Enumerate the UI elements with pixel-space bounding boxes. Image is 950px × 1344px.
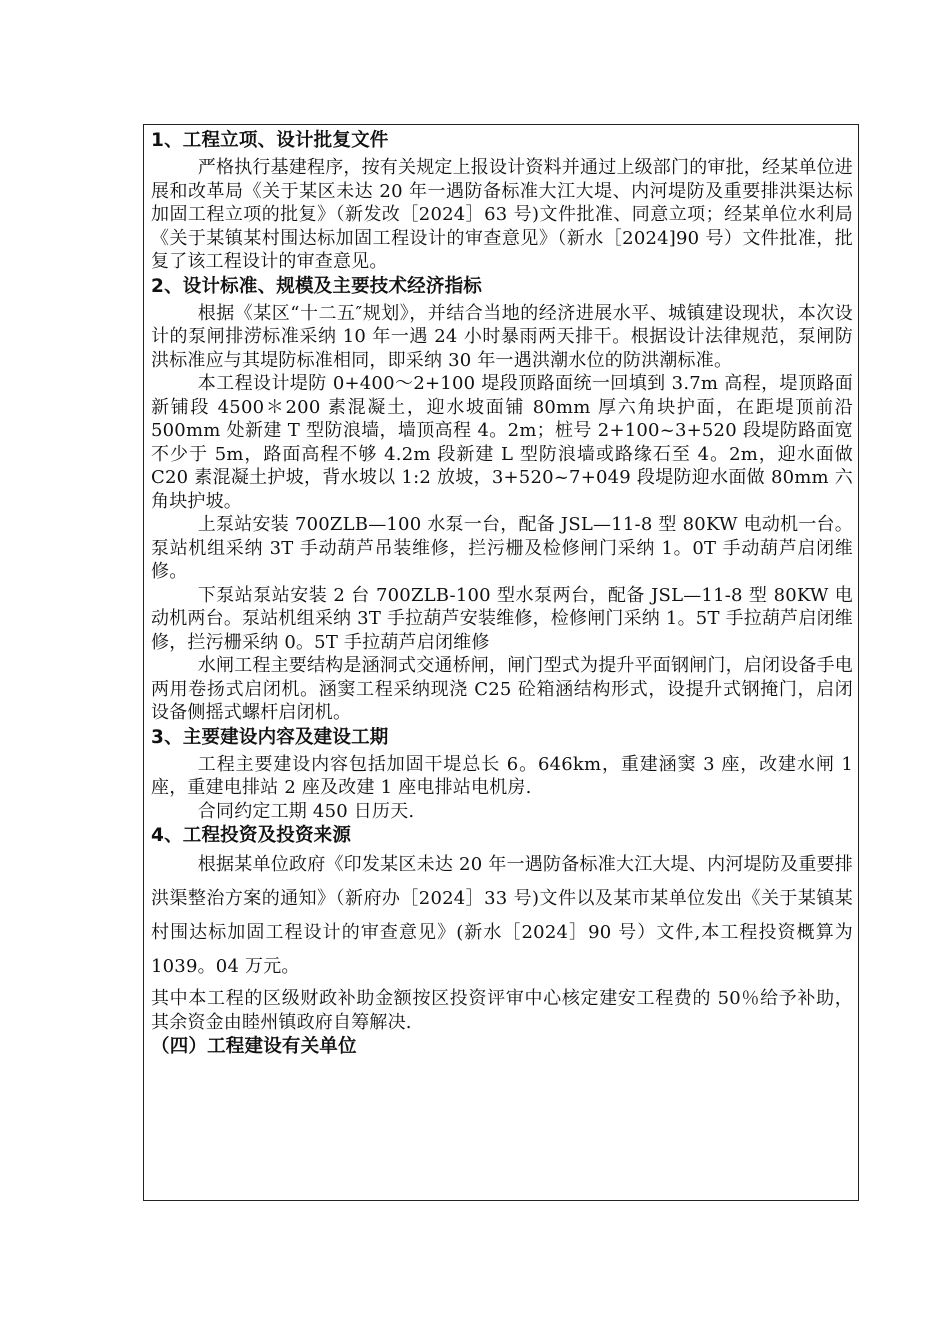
section-2-paragraph-upper-pump: 上泵站安装 700ZLB—100 水泵一台，配备 JSL—11-8 型 80KW 电动机一台。泵站机组采纳 3T 手动葫芦吊装维修，拦污栅及检修闸门采纳 1。0T 手动葫芦启闭维修。 (151, 514, 853, 582)
section-4-paragraph-budget: 根据某单位政府《印发某区未达 20 年一遇防备标准大江大堤、内河堤防及重要排洪渠整治方案的通知》（新府办［2024］33 号)文件以及某市某单位发出《关于某镇某村围达标加固工程设计的审查意见》(新水［2024］90 号）文件,本工程投资概算为 1039。04 万元。 (151, 854, 853, 977)
section-1-heading: 1、工程立项、设计批复文件 (151, 130, 389, 151)
section-2-paragraph-lower-pump: 下泵站泵站安装 2 台 700ZLB-100 型水泵两台，配备 JSL—11-8 型 80KW 电动机两台。泵站机组采纳 3T 手拉葫芦安装维修，检修闸门采纳 1。5T 手拉葫芦启闭维修，拦污栅采纳 0。5T 手拉葫芦启闭维修 (151, 584, 853, 653)
section-2-heading: 2、设计标准、规模及主要技术经济指标 (151, 275, 482, 297)
section-5-heading: （四）工程建设有关单位 (151, 1036, 357, 1057)
section-1-paragraph: 严格执行基建程序，按有关规定上报设计资料并通过上级部门的审批，经某单位进展和改革局《关于某区未达 20 年一遇防备标准大江大堤、内河堤防及重要排洪渠达标加固工程立项的批复》（新发改［2024］63 号)文件批准、同意立项；经某单位水利局《关于某镇某村围达标加固工程设计的审查意见》（新水［2024]90 号）文件批准，批复了该工程设计的审查意见。 (151, 157, 853, 272)
section-2-paragraph-embankment: 本工程设计堤防 0+400～2+100 堤段顶路面统一回填到 3.7m 高程，堤顶路面新铺段 4500＊200 素混凝土，迎水坡面铺 80mm 厚六角块护面，在距堤顶前沿 500mm 处新建 T 型防浪墙，墙顶高程 4。2m；桩号 2+100~3+520 段堤防路面宽不少于 5m，路面高程不够 4.2m 段新建 L 型防浪墙或路缘石至 4。2m，迎水面做 C20 素混凝土护坡，背水坡以 1:2 放坡，3+520~7+049 段堤防迎水面做 80mm 六角块护坡。 (151, 373, 853, 512)
section-4-paragraph-funding: 其中本工程的区级财政补助金额按区投资评审中心核定建安工程费的 50％给予补助，其余资金由睦州镇政府自筹解决. (151, 988, 853, 1033)
document-body (151, 128, 853, 1059)
section-3-heading: 3、主要建设内容及建设工期 (151, 726, 389, 748)
section-4-heading: 4、工程投资及投资来源 (151, 825, 352, 846)
section-3-paragraph-content: 工程主要建设内容包括加固干堤总长 6。646km，重建涵窦 3 座，改建水闸 1 座，重建电排站 2 座及改建 1 座电排站电机房. (151, 753, 853, 798)
section-3-paragraph-duration: 合同约定工期 450 日历天. (197, 800, 415, 822)
section-2-paragraph-sluice: 水闸工程主要结构是涵洞式交通桥闸，闸门型式为提升平面钢闸门，启闭设备手电两用卷扬式启闭机。涵窦工程采纳现浇 C25 砼箱涵结构形式，设提升式钢掩门，启闭设备侧摇式螺杆启闭机。 (151, 655, 853, 723)
section-2-paragraph-standard: 根据《某区“十二五″规划》，并结合当地的经济进展水平、城镇建设现状，本次设计的泵闸排涝标准采纳 10 年一遇 24 小时暴雨两天排干。根据设计法律规范，泵闸防洪标准应与其堤防标准相同，即采纳 30 年一遇洪潮水位的防洪潮标准。 (151, 302, 853, 371)
